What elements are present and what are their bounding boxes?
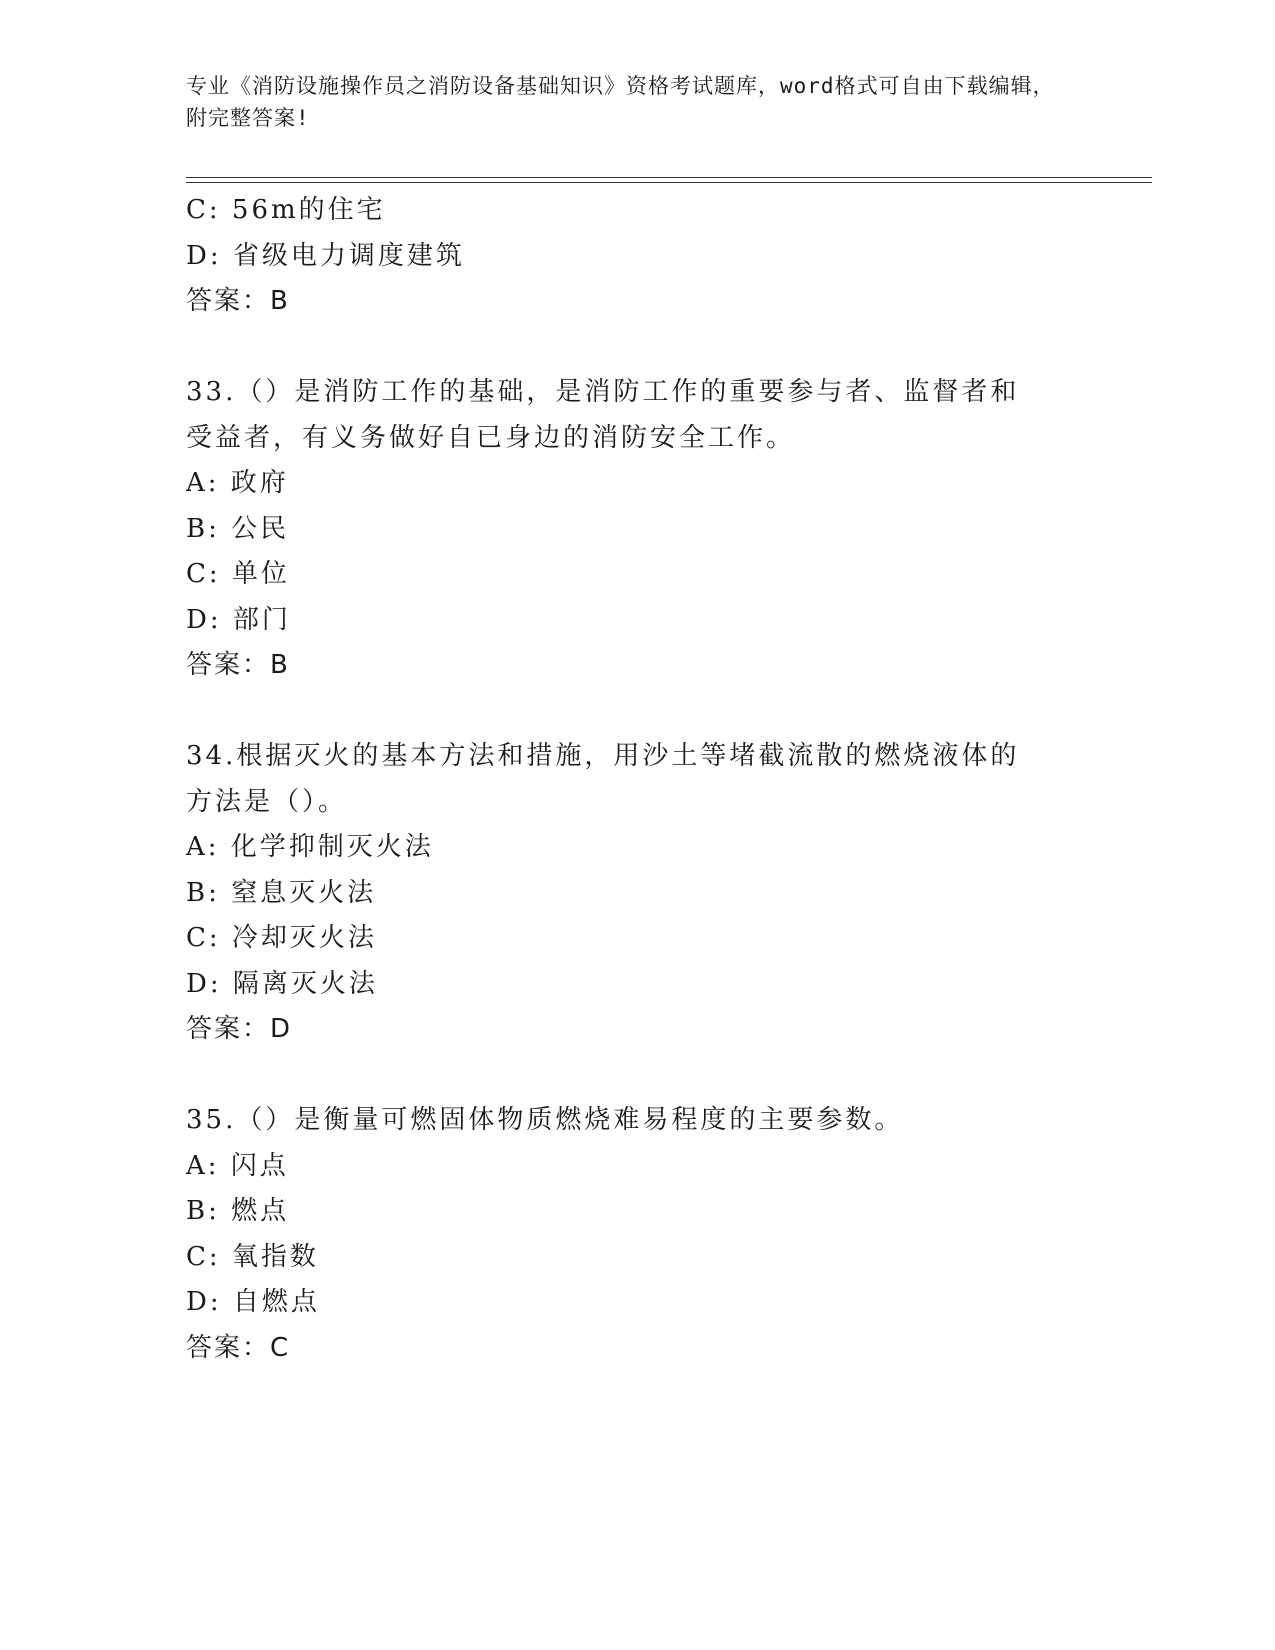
spacer	[186, 689, 1086, 735]
answer-line: 答案：C	[186, 1332, 291, 1363]
option-a: A: 化学抑制灭火法	[186, 832, 434, 862]
option-c: C: 氧指数	[186, 1241, 319, 1272]
option-d: D: 自燃点	[186, 1287, 320, 1317]
option-a: A: 政府	[186, 468, 289, 498]
option-c: C: 单位	[186, 559, 290, 589]
answer-line: 答案：B	[186, 286, 290, 316]
option-a: A: 闪点	[186, 1150, 289, 1181]
option-c: C: 冷却灭火法	[186, 923, 377, 953]
question-text-34: 34.根据灭火的基本方法和措施，用沙土等堵截流散的燃烧液体的方法是（）。	[186, 741, 1020, 817]
spacer	[186, 1053, 1086, 1099]
option-c: C: 56m的住宅	[186, 195, 386, 225]
header-divider-bottom	[186, 182, 1152, 183]
option-b: B: 公民	[186, 513, 290, 544]
question-text-33: 33.（）是消防工作的基础，是消防工作的重要参与者、监督者和受益者，有义务做好自已身边的消防安全工作。	[186, 377, 1020, 453]
answer-line: 答案：B	[186, 650, 290, 680]
question-list	[186, 188, 1086, 1371]
spacer	[186, 325, 1086, 371]
option-d: D: 隔离灭火法	[186, 968, 378, 999]
document-header: 专业《消防设施操作员之消防设备基础知识》资格考试题库，word格式可自由下载编辑，附完整答案!	[186, 74, 1055, 130]
option-b: B: 燃点	[186, 1196, 290, 1226]
question-text-35: 35.（）是衡量可燃固体物质燃烧难易程度的主要参数。	[186, 1105, 904, 1135]
answer-line: 答案：D	[186, 1014, 293, 1044]
option-b: B: 窒息灭火法	[186, 877, 377, 908]
option-d: D: 部门	[186, 604, 291, 635]
option-d: D: 省级电力调度建筑	[186, 240, 465, 271]
header-divider-top	[186, 177, 1152, 178]
